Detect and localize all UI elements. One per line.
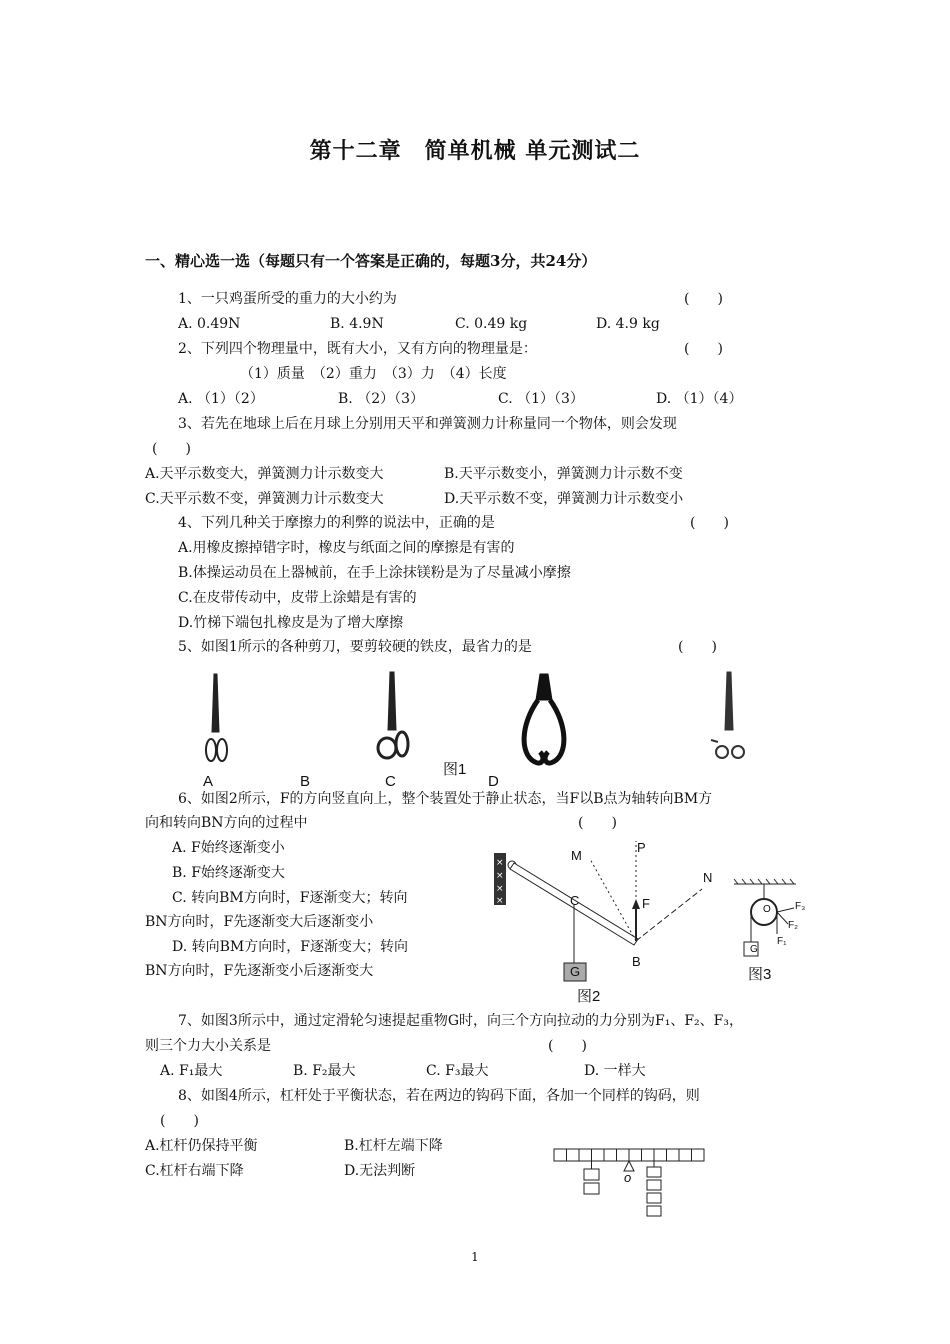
q8-stem: 8、如图4所示，杠杆处于平衡状态，若在两边的钩码下面，各加一个同样的钩码，则 [178,1088,700,1104]
figure-2-lever [490,835,730,1005]
q8-option-a: A.杠杆仍保持平衡 [145,1138,258,1154]
fig3-label-o: O [763,904,771,915]
scissors-c-image [524,674,564,763]
q6-option-d-line1: D. 转向BM方向时，F逐渐变大；转向 [172,939,408,955]
q7-option-b: B. F₂最大 [293,1063,356,1079]
q2-items: （1）质量 （2）重力 （3）力 （4）长度 [240,366,507,382]
svg-text:×: × [496,884,504,894]
scissors-label-d: D [488,773,499,790]
fig2-label-n: N [703,870,713,885]
page-number: 1 [471,1250,479,1264]
scissors-label-a: A [203,773,214,790]
q2-bracket: ( ) [684,341,723,357]
q3-option-b: B.天平示数变小，弹簧测力计示数不变 [444,466,683,482]
fig3-label-f1: F₁ [777,936,787,947]
q3-option-d: D.天平示数不变，弹簧测力计示数变小 [444,491,684,507]
q7-option-c: C. F₃最大 [426,1063,489,1079]
fig2-label-c: C [570,893,580,908]
q6-stem-line2: 向和转向BN方向的过程中 [145,815,308,831]
q4-bracket: ( ) [690,515,729,531]
fig2-label-b: B [632,954,641,969]
q4-option-d: D.竹梯下端包扎橡皮是为了增大摩擦 [178,615,404,631]
scissors-a-image [206,674,227,761]
q6-option-b: B. F始终逐渐变大 [172,865,285,881]
q7-stem-line1: 7、如图3所示中，通过定滑轮匀速提起重物G时，向三个方向拉动的力分别为F₁、F₂、F₃， [178,1013,743,1029]
q4-stem: 4、下列几种关于摩擦力的利弊的说法中，正确的是 [178,515,495,531]
q7-option-d: D. 一样大 [584,1063,646,1079]
q1-option-a: A. 0.49N [178,316,241,332]
q3-option-a: A.天平示数变大，弹簧测力计示数变大 [145,466,384,482]
figure-2-caption: 图2 [577,988,601,1005]
q8-option-d: D.无法判断 [344,1163,416,1179]
q6-stem-line1: 6、如图2所示，F的方向竖直向上，整个装置处于静止状态，当F以B点为轴转向BM方 [178,791,713,807]
fig2-label-f: F [642,896,650,911]
q5-stem: 5、如图1所示的各种剪刀，要剪较硬的铁皮，最省力的是 [178,639,532,655]
q3-option-c: C.天平示数不变，弹簧测力计示数变大 [145,491,384,507]
q8-option-c: C.杠杆右端下降 [145,1163,244,1179]
svg-text:×: × [496,871,504,881]
scissors-b-image [378,672,408,758]
q2-option-a: A. （1）（2） [178,391,264,407]
q3-stem: 3、若先在地球上后在月球上分别用天平和弹簧测力计称量同一个物体，则会发现 [178,416,677,432]
q4-option-a: A.用橡皮擦掉错字时，橡皮与纸面之间的摩擦是有害的 [178,540,515,556]
q1-stem: 1、一只鸡蛋所受的重力的大小约为 [178,291,397,307]
q2-option-c: C. （1）（3） [498,391,584,407]
figure-3-pulley [730,878,820,960]
q3-bracket: ( ) [152,441,191,457]
q8-bracket: ( ) [160,1113,199,1129]
q1-option-c: C. 0.49 kg [455,316,528,332]
fig2-label-g: G [570,964,581,979]
figure-1-scissors [190,670,770,780]
q7-stem-line2: 则三个力大小关系是 [145,1038,271,1054]
q6-option-a: A. F始终逐渐变小 [172,840,285,856]
scissors-d-image [711,672,744,758]
svg-text:×: × [496,858,504,868]
q7-option-a: A. F₁最大 [160,1063,223,1079]
q2-option-d: D. （1）（4） [656,391,743,407]
fig3-label-g: G [750,944,758,955]
q6-option-d-line2: BN方向时，F先逐渐变小后逐渐变大 [145,963,374,979]
figure-1-caption: 图1 [443,761,467,778]
fig4-pivot-label: o [624,1170,632,1185]
fig2-label-m: M [571,848,582,863]
q7-bracket: ( ) [548,1038,587,1054]
q1-option-d: D. 4.9 kg [596,316,660,332]
fig3-label-f2: F₂ [788,920,798,931]
q1-bracket: ( ) [684,291,723,307]
q2-stem: 2、下列四个物理量中，既有大小，又有方向的物理量是： [178,341,537,357]
q4-option-b: B.体操运动员在上器械前，在手上涂抹镁粉是为了尽量减小摩擦 [178,565,571,581]
q8-option-b: B.杠杆左端下降 [344,1138,443,1154]
section-heading: 一、精心选一选（每题只有一个答案是正确的，每题3分，共24分） [145,252,597,270]
q6-bracket: ( ) [578,815,617,831]
q2-option-b: B. （2）（3） [338,391,425,407]
q6-option-c-line1: C. 转向BM方向时，F逐渐变大；转向 [172,890,408,906]
q6-option-c-line2: BN方向时，F先逐渐变大后逐渐变小 [145,914,374,930]
q1-option-b: B. 4.9N [330,316,384,332]
scissors-label-c: C [385,773,396,790]
page-title: 第十二章 简单机械 单元测试二 [309,138,641,164]
q5-bracket: ( ) [678,639,717,655]
fig2-label-p: P [637,840,646,855]
q4-option-c: C.在皮带传动中，皮带上涂蜡是有害的 [178,590,417,606]
figure-3-caption: 图3 [748,966,772,983]
svg-text:×: × [496,896,504,906]
scissors-label-b: B [300,773,311,790]
fig3-label-f3: F₃ [795,901,806,912]
